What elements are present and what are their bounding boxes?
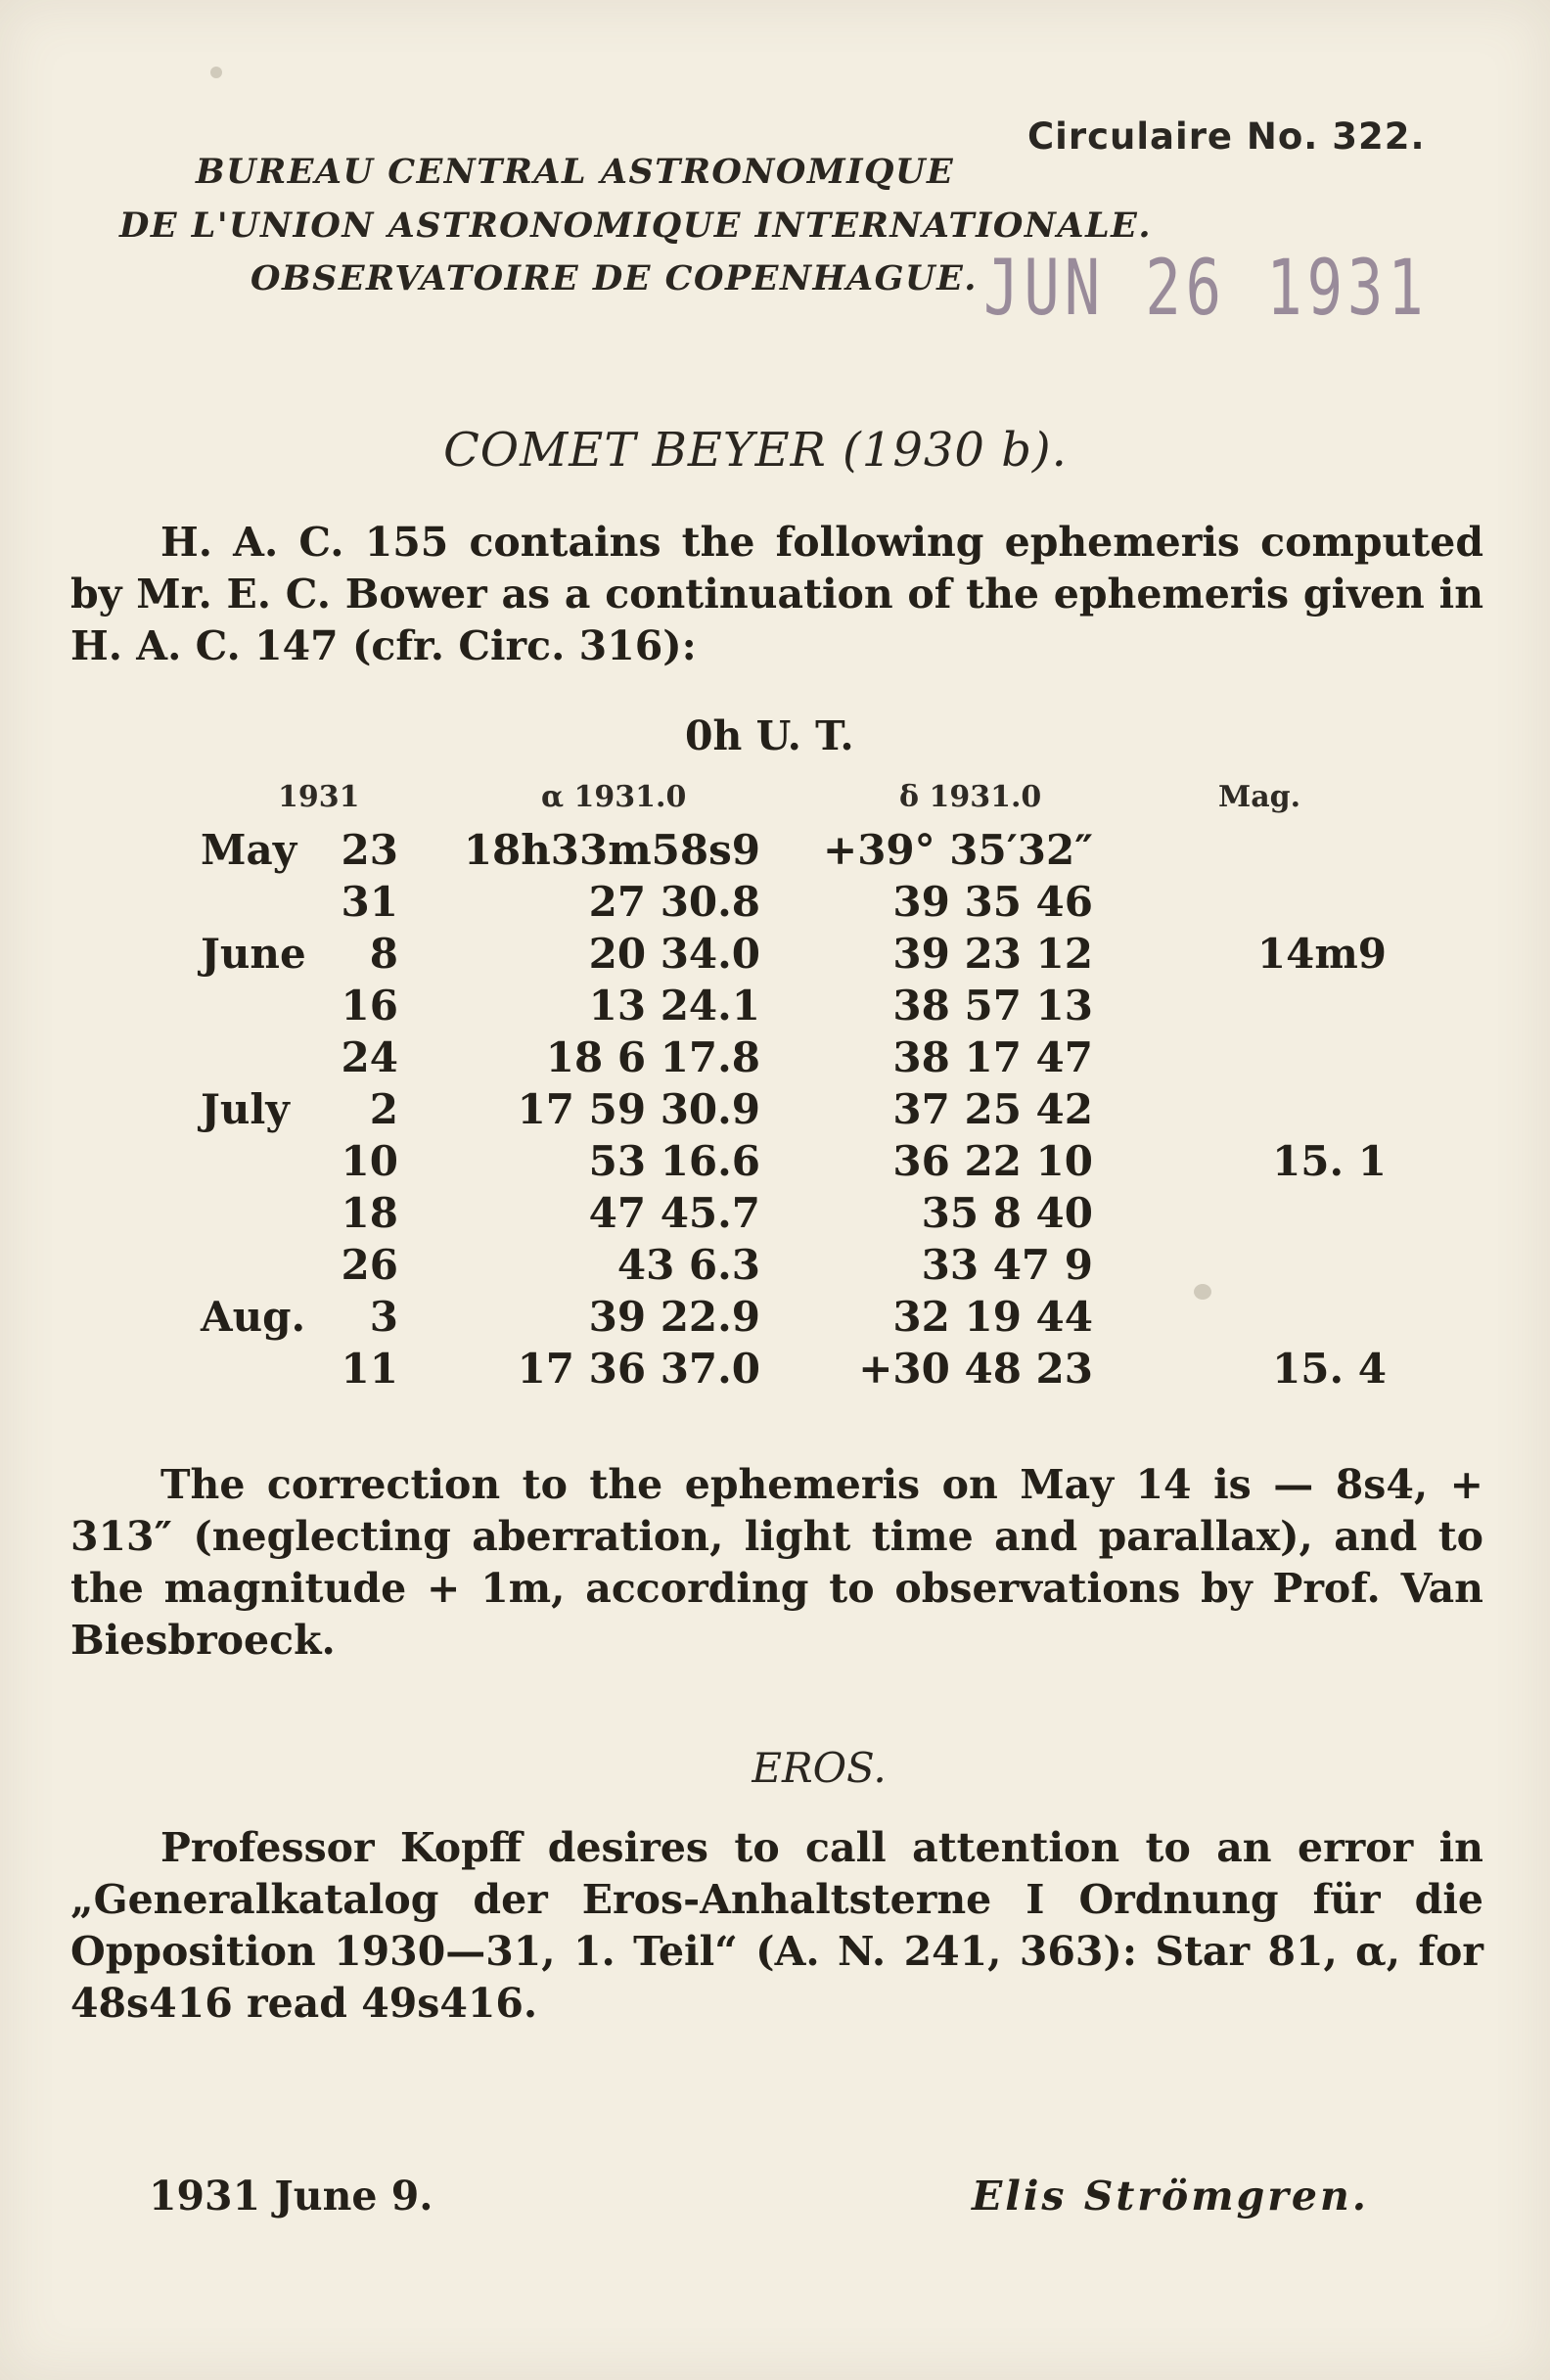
date-day-cell: 23 xyxy=(341,826,398,874)
table-row xyxy=(201,1187,1387,1239)
table-row xyxy=(201,876,1387,928)
declination-cell: 36 22 10 xyxy=(892,1137,1093,1185)
date-month-cell xyxy=(201,1135,338,1187)
date-month-cell xyxy=(201,1031,338,1083)
magnitude-cell: 15. 1 xyxy=(1272,1137,1387,1185)
issue-date: 1931 June 9. xyxy=(149,2173,433,2220)
declination-cell: +30 48 23 xyxy=(858,1345,1093,1393)
eros-text: Professor Kopff desires to call attention to an error in „Generalkatalog der Eros-Anhaltsterne I Ordnung für die Opposition 1930—31, 1. Teil“ (A. N. 241, 363): Star 81, α, for 48s416 read 49s416. xyxy=(70,1824,1483,2027)
magnitude-cell xyxy=(1093,1187,1387,1239)
date-day-cell: 10 xyxy=(341,1137,398,1185)
correction-text: The correction to the ephemeris on May 14 is — 8s4, + 313″ (neglecting aberration, light time and parallax), and to the magnitude + 1m, according to observations by Prof. Van Biesbroeck. xyxy=(70,1461,1483,1664)
table-row xyxy=(201,1291,1387,1343)
declination-cell: 35 8 40 xyxy=(921,1189,1093,1237)
right-ascension-cell: 20 34.0 xyxy=(588,930,760,978)
date-month-cell xyxy=(201,876,338,928)
date-month-cell: July xyxy=(201,1085,290,1133)
date-day-cell: 24 xyxy=(341,1033,398,1081)
time-label: 0h U. T. xyxy=(685,712,854,759)
magnitude-cell xyxy=(1093,980,1387,1031)
table-row xyxy=(201,1083,1387,1135)
right-ascension-cell: 43 6.3 xyxy=(616,1241,760,1289)
right-ascension-cell: 47 45.7 xyxy=(588,1189,760,1237)
eros-paragraph xyxy=(70,1822,1483,2030)
magnitude-cell: 14m9 xyxy=(1256,930,1387,978)
declination-cell: 37 25 42 xyxy=(892,1085,1093,1133)
date-month-cell: May xyxy=(201,826,297,874)
paper-spot xyxy=(1194,1284,1211,1300)
table-row xyxy=(201,928,1387,980)
right-ascension-cell: 17 36 37.0 xyxy=(517,1345,760,1393)
magnitude-cell xyxy=(1093,1291,1387,1343)
magnitude-cell xyxy=(1093,1239,1387,1291)
comet-intro-text: H. A. C. 155 contains the following ephemeris computed by Mr. E. C. Bower as a continuation of the ephemeris given in H. A. C. 147 (cfr. Circ. 316): xyxy=(70,519,1483,669)
date-month-cell xyxy=(201,1239,338,1291)
date-month-cell: June xyxy=(201,930,306,978)
magnitude-cell xyxy=(1093,876,1387,928)
received-date-stamp: JUN 26 1931 xyxy=(983,245,1429,333)
header-union: DE L'UNION ASTRONOMIQUE INTERNATIONALE. xyxy=(119,206,1153,246)
declination-cell: 39 23 12 xyxy=(892,930,1093,978)
date-day-cell: 8 xyxy=(369,930,398,978)
declination-cell: +39° 35′32″ xyxy=(823,826,1093,874)
right-ascension-cell: 39 22.9 xyxy=(588,1293,760,1341)
correction-paragraph xyxy=(70,1459,1483,1667)
column-header-year: 1931 xyxy=(278,780,360,814)
declination-cell: 38 17 47 xyxy=(892,1033,1093,1081)
column-header-magnitude: Mag. xyxy=(1218,780,1301,814)
column-header-right-ascension: α 1931.0 xyxy=(541,780,687,814)
eros-title xyxy=(0,1744,1550,1792)
declination-cell: 38 57 13 xyxy=(892,982,1093,1030)
circular-number: Circulaire No. 322. xyxy=(1027,115,1426,158)
ephemeris-table xyxy=(201,824,1387,1395)
comet-title-text: COMET BEYER (1930 b). xyxy=(443,423,1068,478)
header-observatory: OBSERVATOIRE DE COPENHAGUE. xyxy=(251,258,978,298)
magnitude-cell xyxy=(1093,1083,1387,1135)
date-month-cell: Aug. xyxy=(201,1293,306,1341)
date-day-cell: 16 xyxy=(341,982,398,1030)
comet-intro-paragraph xyxy=(70,517,1483,672)
table-row xyxy=(201,1031,1387,1083)
date-day-cell: 18 xyxy=(341,1189,398,1237)
table-row xyxy=(201,1135,1387,1187)
header-bureau: BUREAU CENTRAL ASTRONOMIQUE xyxy=(196,152,955,192)
table-row xyxy=(201,980,1387,1031)
magnitude-cell: 15. 4 xyxy=(1272,1345,1387,1393)
date-day-cell: 2 xyxy=(369,1085,398,1133)
magnitude-cell xyxy=(1093,1031,1387,1083)
date-day-cell: 31 xyxy=(341,878,398,926)
magnitude-cell xyxy=(1093,824,1387,876)
table-row xyxy=(201,1239,1387,1291)
right-ascension-cell: 27 30.8 xyxy=(588,878,760,926)
date-day-cell: 11 xyxy=(341,1345,398,1393)
eros-title-text: EROS. xyxy=(752,1744,887,1792)
date-day-cell: 3 xyxy=(369,1293,398,1341)
declination-cell: 32 19 44 xyxy=(892,1293,1093,1341)
table-row xyxy=(201,1343,1387,1395)
date-month-cell xyxy=(201,980,338,1031)
table-row xyxy=(201,824,1387,876)
signature: Elis Strömgren. xyxy=(972,2173,1370,2220)
column-header-declination: δ 1931.0 xyxy=(899,780,1042,814)
date-day-cell: 26 xyxy=(341,1241,398,1289)
declination-cell: 33 47 9 xyxy=(921,1241,1093,1289)
comet-title xyxy=(0,423,1550,478)
right-ascension-cell: 53 16.6 xyxy=(588,1137,760,1185)
right-ascension-cell: 18h33m58s9 xyxy=(463,826,760,874)
date-month-cell xyxy=(201,1343,338,1395)
paper-spot xyxy=(210,67,222,78)
right-ascension-cell: 13 24.1 xyxy=(588,982,760,1030)
right-ascension-cell: 17 59 30.9 xyxy=(517,1085,760,1133)
declination-cell: 39 35 46 xyxy=(892,878,1093,926)
date-month-cell xyxy=(201,1187,338,1239)
right-ascension-cell: 18 6 17.8 xyxy=(545,1033,760,1081)
